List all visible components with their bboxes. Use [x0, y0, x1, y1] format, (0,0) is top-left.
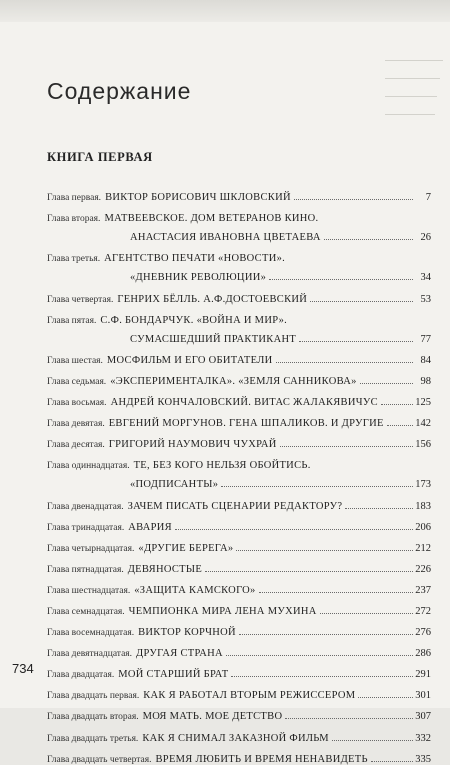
dot-leader	[387, 425, 413, 426]
page-ref: 237	[415, 584, 431, 596]
chapter-title: АНАСТАСИЯ ИВАНОВНА ЦВЕТАЕВА	[130, 232, 321, 244]
chapter-title: МАТВЕЕВСКОЕ. ДОМ ВЕТЕРАНОВ КИНО.	[104, 213, 319, 225]
chapter-title: АГЕНТСТВО ПЕЧАТИ «НОВОСТИ».	[104, 253, 286, 265]
chapter-title: СУМАСШЕДШИЙ ПРАКТИКАНТ	[130, 333, 297, 345]
chapter-number: Глава пятая.	[47, 315, 97, 326]
dot-leader	[236, 550, 413, 551]
chapter-title: ГЕНРИХ БЁЛЛЬ. А.Ф.ДОСТОЕВСКИЙ	[117, 293, 308, 305]
toc-entry	[47, 575, 431, 596]
chapter-number: Глава семнадцатая.	[47, 606, 125, 617]
dot-leader	[360, 383, 413, 384]
toc-entry	[47, 324, 431, 345]
toc-entry	[47, 366, 431, 387]
chapter-number: Глава третья.	[47, 254, 101, 265]
chapter-number: Глава девятая.	[47, 419, 105, 430]
chapter-title: «ЗАЩИТА КАМСКОГО»	[134, 584, 256, 596]
page-ref: 301	[415, 690, 431, 702]
page-ref: 276	[415, 627, 431, 639]
page-ref: 26	[420, 232, 431, 244]
page-ref: 7	[425, 192, 431, 204]
chapter-title: «ДНЕВНИК РЕВОЛЮЦИИ»	[130, 272, 267, 284]
chapter-number: Глава двадцать первая.	[47, 691, 140, 702]
chapter-title: ТЕ, БЕЗ КОГО НЕЛЬЗЯ ОБОЙТИСЬ.	[133, 460, 311, 472]
dot-leader	[269, 279, 413, 280]
chapter-title: ДРУГАЯ СТРАНА	[136, 648, 223, 660]
page-ref: 173	[415, 479, 431, 491]
chapter-title: ВИКТОР КОРЧНОЙ	[138, 627, 236, 639]
dot-leader	[324, 239, 413, 240]
page-ref: 272	[415, 605, 431, 617]
dot-leader	[285, 718, 413, 719]
chapter-title: МОСФИЛЬМ И ЕГО ОБИТАТЕЛИ	[106, 354, 273, 366]
chapter-number: Глава вторая.	[47, 214, 101, 225]
toc-entry	[47, 659, 431, 680]
page-title: Содержание	[47, 78, 192, 104]
page-ref: 84	[420, 354, 431, 366]
chapter-number: Глава восьмая.	[47, 398, 107, 409]
page-ref: 206	[415, 521, 431, 533]
dot-leader	[320, 613, 413, 614]
toc-entry	[47, 744, 431, 765]
chapter-title: «ПОДПИСАНТЫ»	[130, 479, 219, 491]
toc-entry	[47, 387, 431, 408]
dot-leader	[259, 592, 413, 593]
toc-entry	[47, 701, 431, 722]
page-ref: 332	[415, 732, 431, 744]
facing-page-bleed-through	[0, 0, 450, 130]
chapter-number: Глава четырнадцатая.	[47, 543, 135, 554]
chapter-title: ВРЕМЯ ЛЮБИТЬ И ВРЕМЯ НЕНАВИДЕТЬ	[155, 753, 368, 765]
toc-entry	[47, 638, 431, 659]
page-ref: 34	[420, 272, 431, 284]
dot-leader	[294, 199, 413, 200]
dot-leader	[358, 697, 413, 698]
dot-leader	[231, 676, 413, 677]
toc-entry	[47, 243, 431, 264]
toc-entry	[47, 408, 431, 429]
toc-entry	[47, 450, 431, 471]
toc-entry	[47, 262, 431, 283]
page-ref: 156	[415, 439, 431, 451]
dot-leader	[276, 362, 413, 363]
dot-leader	[332, 740, 413, 741]
chapter-title: С.Ф. БОНДАРЧУК. «ВОЙНА И МИР».	[100, 314, 288, 326]
toc-entry	[47, 554, 431, 575]
toc-entry	[47, 680, 431, 701]
chapter-number: Глава седьмая.	[47, 376, 107, 387]
chapter-number: Глава четвертая.	[47, 294, 114, 305]
chapter-number: Глава первая.	[47, 193, 102, 204]
chapter-title: ЧЕМПИОНКА МИРА ЛЕНА МУХИНА	[128, 605, 317, 617]
page-ref: 226	[415, 563, 431, 575]
toc-entry	[47, 596, 431, 617]
page-number: 734	[12, 661, 34, 676]
toc-entry	[47, 283, 431, 304]
toc-entry	[47, 203, 431, 224]
chapter-title: ЕВГЕНИЙ МОРГУНОВ. ГЕНА ШПАЛИКОВ. И ДРУГИЕ	[108, 418, 384, 430]
chapter-title: ВИКТОР БОРИСОВИЧ ШКЛОВСКИЙ	[105, 192, 291, 204]
chapter-number: Глава двадцать третья.	[47, 733, 139, 744]
page-ref: 77	[420, 333, 431, 345]
toc-entry	[47, 429, 431, 450]
dot-leader	[205, 571, 413, 572]
chapter-title: МОЙ СТАРШИЙ БРАТ	[118, 669, 229, 681]
chapter-number: Глава двадцатая.	[47, 670, 115, 681]
chapter-title: ЗАЧЕМ ПИСАТЬ СЦЕНАРИИ РЕДАКТОРУ?	[127, 500, 343, 512]
page-ref: 335	[415, 753, 431, 765]
dot-leader	[221, 486, 413, 487]
dot-leader	[371, 761, 413, 762]
chapter-number: Глава пятнадцатая.	[47, 564, 124, 575]
chapter-number: Глава шестая.	[47, 355, 103, 366]
page-ref: 212	[415, 542, 431, 554]
chapter-title: МОЯ МАТЬ. МОЕ ДЕТСТВО	[142, 711, 283, 723]
page-ref: 286	[415, 648, 431, 660]
chapter-title: «ДРУГИЕ БЕРЕГА»	[138, 542, 234, 554]
dot-leader	[175, 529, 413, 530]
dot-leader	[280, 446, 413, 447]
toc-entry	[47, 469, 431, 490]
chapter-title: АНДРЕЙ КОНЧАЛОВСКИЙ. ВИТАС ЖАЛАКЯВИЧУС	[110, 397, 378, 409]
toc-entry	[47, 305, 431, 326]
chapter-number: Глава девятнадцатая.	[47, 649, 133, 660]
chapter-number: Глава шестнадцатая.	[47, 585, 131, 596]
chapter-title: ГРИГОРИЙ НАУМОВИЧ ЧУХРАЙ	[108, 439, 277, 451]
page-ref: 307	[415, 711, 431, 723]
chapter-number: Глава двенадцатая.	[47, 501, 124, 512]
dot-leader	[381, 404, 413, 405]
dot-leader	[345, 508, 413, 509]
page-ref: 142	[415, 418, 431, 430]
dot-leader	[226, 655, 413, 656]
toc-entry	[47, 533, 431, 554]
toc-entry	[47, 182, 431, 203]
chapter-number: Глава восемнадцатая.	[47, 628, 135, 639]
page-ref: 98	[420, 375, 431, 387]
toc-entry	[47, 722, 431, 743]
toc-entry	[47, 490, 431, 511]
page-ref: 53	[420, 293, 431, 305]
toc-entry	[47, 222, 431, 243]
dot-leader	[239, 634, 413, 635]
chapter-number: Глава одиннадцатая.	[47, 461, 130, 472]
page-ref: 183	[415, 500, 431, 512]
chapter-number: Глава тринадцатая.	[47, 522, 125, 533]
dot-leader	[310, 301, 413, 302]
chapter-number: Глава двадцать вторая.	[47, 712, 139, 723]
chapter-number: Глава десятая.	[47, 440, 105, 451]
chapter-title: КАК Я РАБОТАЛ ВТОРЫМ РЕЖИССЕРОМ	[143, 690, 356, 702]
chapter-title: «ЭКСПЕРИМЕНТАЛКА». «ЗЕМЛЯ САННИКОВА»	[110, 375, 357, 387]
chapter-title: КАК Я СНИМАЛ ЗАКАЗНОЙ ФИЛЬМ	[142, 732, 329, 744]
chapter-title: ДЕВЯНОСТЫЕ	[127, 563, 203, 575]
toc-entry	[47, 617, 431, 638]
page-ref: 125	[415, 397, 431, 409]
book-section-heading: КНИГА ПЕРВАЯ	[47, 150, 153, 164]
chapter-title: АВАРИЯ	[128, 521, 172, 533]
chapter-number: Глава двадцать четвертая.	[47, 754, 152, 765]
page-ref: 291	[415, 669, 431, 681]
dot-leader	[299, 341, 413, 342]
toc-entry	[47, 345, 431, 366]
toc-entry	[47, 512, 431, 533]
table-of-contents	[47, 182, 431, 765]
